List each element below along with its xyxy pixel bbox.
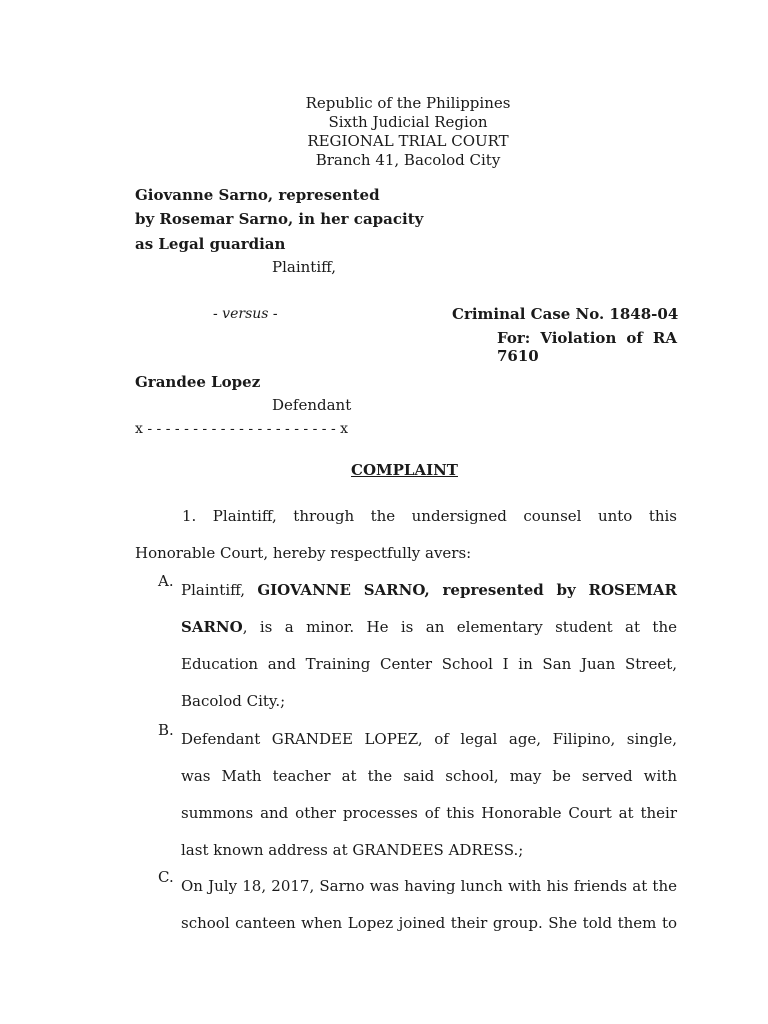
item-c-body [181, 868, 677, 942]
document-title: COMPLAINT [351, 461, 458, 479]
plaintiff-label: Plaintiff, [272, 258, 337, 276]
item-c-line-1: On July 18, 2017, Sarno was having lunch with his friends at the [181, 877, 677, 895]
case-violation [497, 329, 677, 365]
item-c-letter: C. [158, 868, 174, 886]
case-violation-line-2: 7610 [497, 347, 539, 365]
paragraph-1-line-2: Honorable Court, hereby respectfully avers: [135, 544, 472, 562]
paragraph-1-line-1: 1. Plaintiff, through the undersigned counsel unto this [182, 507, 677, 525]
header-branch: Branch 41, Bacolod City [315, 151, 501, 169]
defendant-name: Grandee Lopez [135, 373, 261, 391]
item-b-line-1: Defendant GRANDEE LOPEZ, of legal age, Filipino, single, [181, 730, 677, 748]
header-court: REGIONAL TRIAL COURT [307, 132, 509, 150]
item-b-line-2: was Math teacher at the said school, may be served with [181, 767, 677, 785]
plaintiff-line-2: by Rosemar Sarno, in her capacity [135, 210, 424, 228]
header-republic: Republic of the Philippines [305, 94, 511, 112]
defendant-label: Defendant [272, 396, 352, 414]
case-violation-line-1: For: Violation of RA [497, 329, 677, 347]
item-b-letter: B. [158, 721, 174, 739]
item-c-line-2: school canteen when Lopez joined their group. She told them to [181, 914, 677, 932]
item-a-body [181, 572, 677, 720]
item-a-letter: A. [158, 572, 174, 590]
plaintiff-line-1: Giovanne Sarno, represented [135, 186, 380, 204]
item-a-line-2: SARNO, is a minor. He is an elementary student at the [181, 618, 677, 636]
separator-line: x - - - - - - - - - - - - - - - - - - - - - x [135, 421, 349, 437]
item-a-line-1: Plaintiff, GIOVANNE SARNO, represented by ROSEMAR [181, 581, 677, 599]
item-b-line-4: last known address at GRANDEES ADRESS.; [181, 841, 524, 859]
plaintiff-line-3: as Legal guardian [135, 235, 286, 253]
item-b-line-3: summons and other processes of this Honorable Court at their [181, 804, 677, 822]
case-number: Criminal Case No. 1848-04 [452, 305, 679, 323]
versus-text: - versus - [213, 306, 278, 322]
item-b-body [181, 721, 677, 869]
header-region: Sixth Judicial Region [328, 113, 488, 131]
paragraph-1 [135, 498, 677, 572]
item-a-line-4: Bacolod City.; [181, 692, 286, 710]
item-a-line-3: Education and Training Center School I in San Juan Street, [181, 655, 677, 673]
